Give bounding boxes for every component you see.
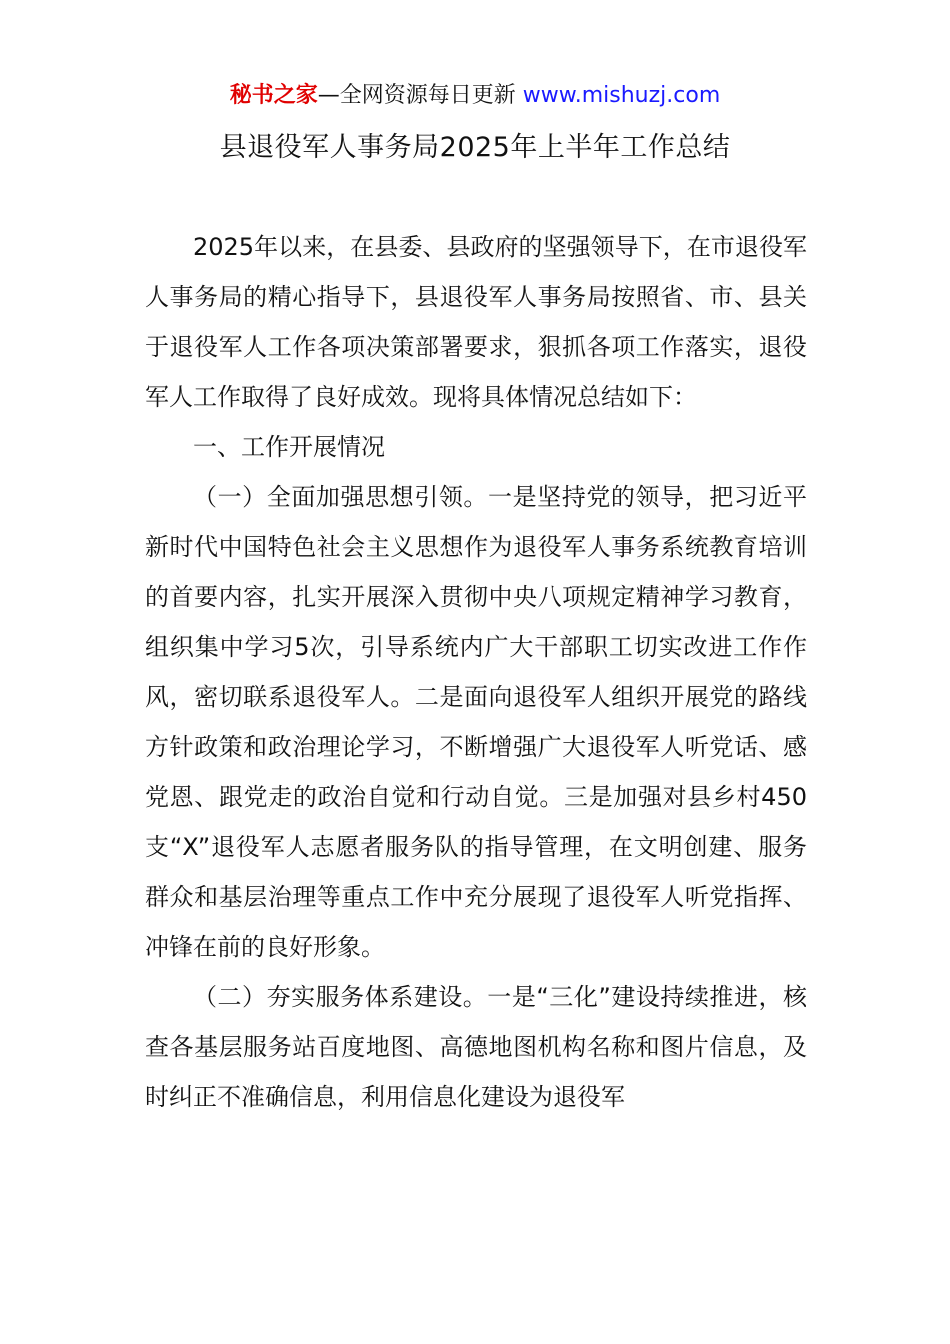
- header-slogan: —全网资源每日更新: [317, 83, 516, 108]
- paragraph-intro: 2025年以来，在县委、县政府的坚强领导下，在市退役军人事务局的精心指导下，县退役军人事务局按照省、市、县关于退役军人工作各项决策部署要求，狠抓各项工作落实，退役军人工作取得了良好成效。现将具体情况总结如下：: [145, 233, 807, 411]
- paragraph-service-system: （二）夯实服务体系建设。一是“三化”建设持续推进，核查各基层服务站百度地图、高德地图机构名称和图片信息，及时纠正不准确信息，利用信息化建设为退役军: [145, 983, 807, 1111]
- document-title: 县退役军人事务局2025年上半年工作总结: [219, 132, 731, 163]
- document-body: [145, 222, 807, 1122]
- paragraph-ideology: （一）全面加强思想引领。一是坚持党的领导，把习近平新时代中国特色社会主义思想作为退役军人事务系统教育培训的首要内容，扎实开展深入贯彻中央八项规定精神学习教育，组织集中学习5次，引导系统内广大干部职工切实改进工作作风，密切联系退役军人。二是面向退役军人组织开展党的路线方针政策和政治理论学习，不断增强广大退役军人听党话、感党恩、跟党走的政治自觉和行动自觉。三是加强对县乡村450支“X”退役军人志愿者服务队的指导管理，在文明创建、服务群众和基层治理等重点工作中充分展现了退役军人听党指挥、冲锋在前的良好形象。: [145, 483, 807, 961]
- watermark-header: [0, 80, 950, 112]
- header-url-link[interactable]: www.mishuzj.com: [522, 83, 721, 108]
- section-heading: 一、工作开展情况: [193, 433, 385, 461]
- header-brand: 秘书之家: [229, 83, 318, 108]
